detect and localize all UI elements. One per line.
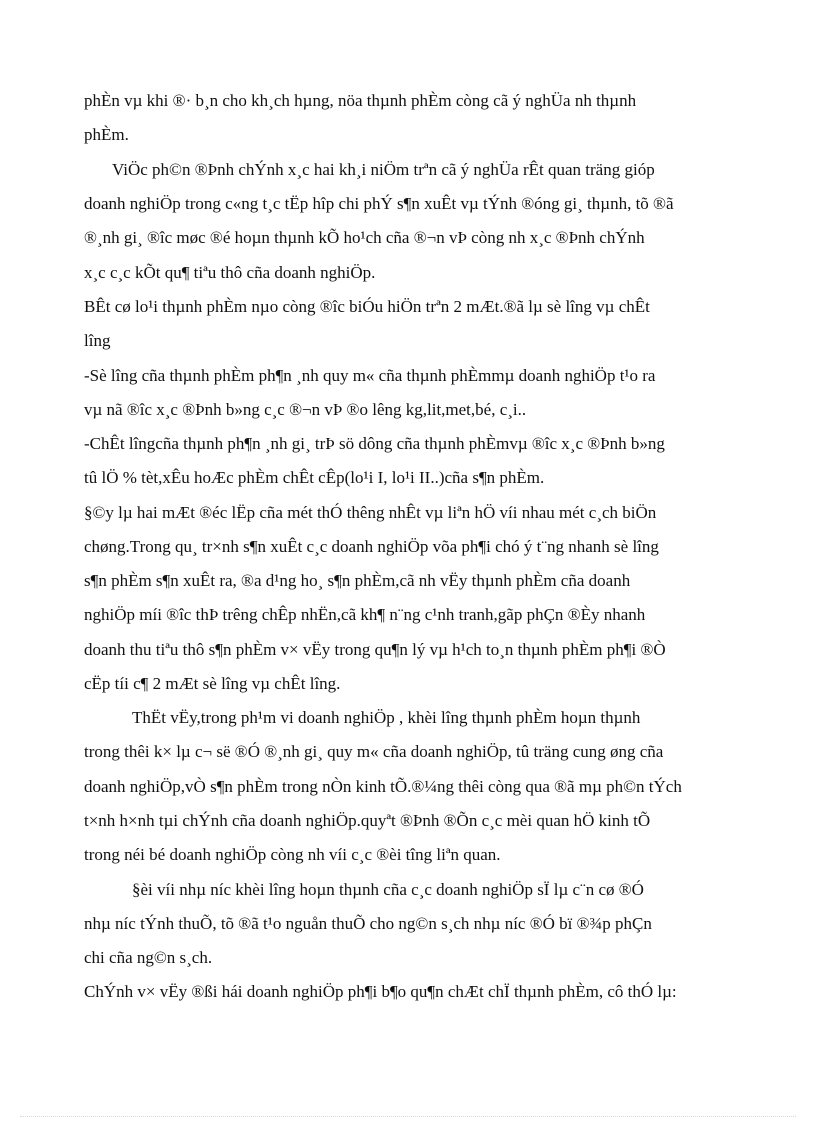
page-bottom-divider: [20, 1116, 796, 1117]
text-line: ViÖc ph©n ®Þnh chÝnh x¸c hai kh¸i niÖm trªn cã ý nghÜa rÊt quan träng gióp: [112, 160, 655, 179]
text-line: -ChÊt lîngcña thµnh ph¶n ¸nh gi¸ trÞ sö dông cña thµnh phÈmvµ ®îc x¸c ®Þnh b»ng: [84, 434, 665, 453]
text-line: lîng: [84, 331, 111, 350]
text-line: phÈm.: [84, 125, 129, 144]
text-line: §©y lµ hai mÆt ®éc lËp cña mét thÓ thêng nhÊt vµ liªn hÖ víi nhau mét c¸ch biÖn: [84, 503, 657, 522]
text-line: doanh nghiÖp,vÒ s¶n phÈm trong nÒn kinh tÕ.®¼ng thêi còng qua ®ã mµ ph©n tÝch: [84, 777, 682, 796]
text-line: ®¸nh gi¸ ®îc møc ®é hoµn thµnh kÕ ho¹ch cña ®¬n vÞ còng nh x¸c ®Þnh chÝnh: [84, 228, 645, 247]
text-line: ThËt vËy,trong ph¹m vi doanh nghiÖp , khèi lîng thµnh phÈm hoµn thµnh: [132, 708, 641, 727]
text-line: t×nh h×nh tµi chÝnh cña doanh nghiÖp.quyªt ®Þnh ®Õn c¸c mèi quan hÖ kinh tÕ: [84, 811, 651, 830]
text-line: vµ nã ®îc x¸c ®Þnh b»ng c¸c ®¬n vÞ ®o lêng kg,lit,met,bé, c¸i..: [84, 400, 527, 419]
text-line: ChÝnh v× vËy ®ßi hái doanh nghiÖp ph¶i b¶o qu¶n chÆt chÏ thµnh phÈm, cô thÓ lµ:: [84, 982, 677, 1001]
text-line: doanh nghiÖp trong c«ng t¸c tËp hîp chi phÝ s¶n xuÊt vµ tÝnh ®óng gi¸ thµnh, tõ ®ã: [84, 194, 674, 213]
text-line: chøng.Trong qu¸ tr×nh s¶n xuÊt c¸c doanh nghiÖp võa ph¶i chó ý t¨ng nhanh sè lîng: [84, 537, 659, 556]
text-line: trong thêi k× lµ c¬ së ®Ó ®¸nh gi¸ quy m« cña doanh nghiÖp, tû träng cung øng cña: [84, 742, 664, 761]
text-line: chi cña ng©n s¸ch.: [84, 948, 213, 967]
text-line: doanh thu tiªu thô s¶n phÈm v× vËy trong qu¶n lý vµ h¹ch to¸n thµnh phÈm ph¶i ®Ò: [84, 640, 666, 659]
text-line: tû lÖ % tèt,xÊu hoÆc phÈm chÊt cÊp(lo¹i I, lo¹i II..)cña s¶n phÈm.: [84, 468, 545, 487]
text-line: BÊt cø lo¹i thµnh phÈm nµo còng ®îc biÓu hiÖn trªn 2 mÆt.®ã lµ sè lîng vµ chÊt: [84, 297, 650, 316]
text-line: nhµ níc tÝnh thuÕ, tõ ®ã t¹o nguån thuÕ cho ng©n s¸ch nhµ níc ®Ó bï ®¾p phÇn: [84, 914, 652, 933]
text-line: x¸c c¸c kÕt qu¶ tiªu thô cña doanh nghiÖp.: [84, 263, 376, 282]
text-line: nghiÖp míi ®îc thÞ trêng chÊp nhËn,cã kh¶ n¨ng c¹nh tranh,gãp phÇn ®Èy nhanh: [84, 605, 646, 624]
text-line: -Sè lîng cña thµnh phÈm ph¶n ¸nh quy m« cña thµnh phÈmmµ doanh nghiÖp t¹o ra: [84, 366, 656, 385]
text-line: trong néi bé doanh nghiÖp còng nh víi c¸c ®èi tîng liªn quan.: [84, 845, 501, 864]
text-line: phÈn vµ khi ®· b¸n cho kh¸ch hµng, nöa thµnh phÈm còng cã ý nghÜa nh thµnh: [84, 91, 637, 110]
text-line: cËp tíi c¶ 2 mÆt sè lîng vµ chÊt lîng.: [84, 674, 341, 693]
text-line: §èi víi nhµ níc khèi lîng hoµn thµnh cña c¸c doanh nghiÖp sÏ lµ c¨n cø ®Ó: [132, 880, 644, 899]
text-line: s¶n phÈm s¶n xuÊt ra, ®a d¹ng ho¸ s¶n phÈm,cã nh vËy thµnh phÈm cña doanh: [84, 571, 631, 590]
